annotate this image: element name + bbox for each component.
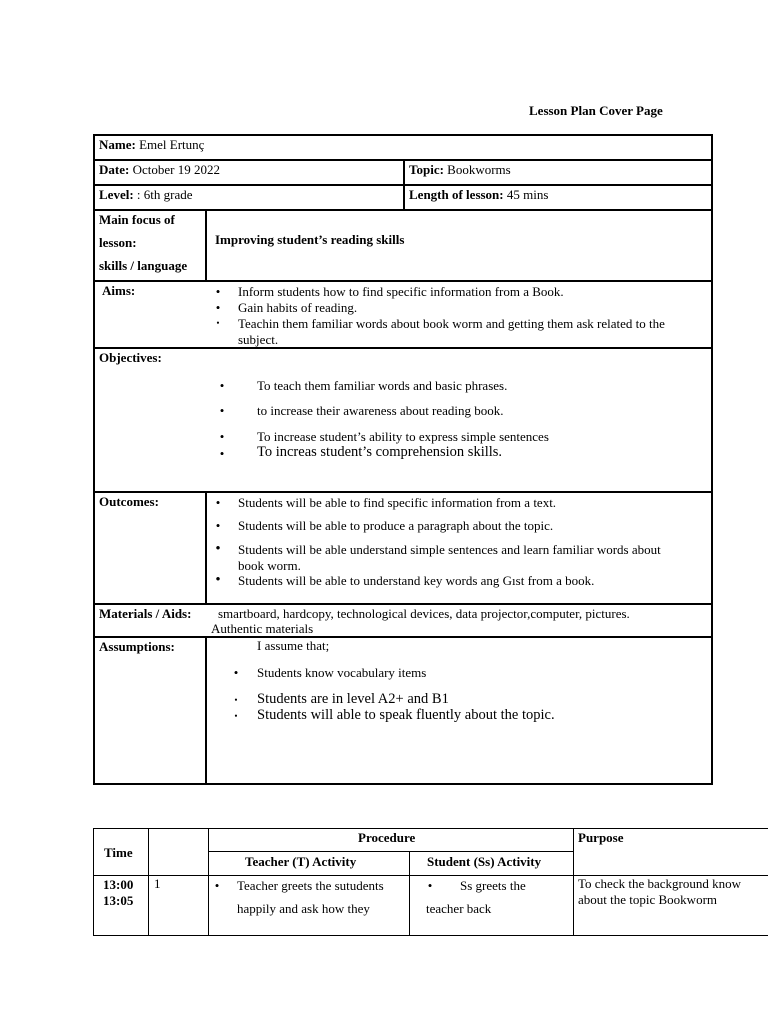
row-time-end: 13:05 [103,893,134,908]
assumptions-bullet: • [234,695,238,705]
time-header: Time [104,845,133,860]
aims-item: Gain habits of reading. [238,300,358,315]
date-label: Date: [99,162,130,177]
focus-value: Improving student’s reading skills [215,232,405,247]
teacher-bullet: • [214,878,220,893]
length-label: Length of lesson: [409,187,504,202]
objectives-item: to increase their awareness about reading book. [257,403,504,418]
purpose-line-2: about the topic Bookworm [578,892,718,907]
objectives-label: Objectives: [99,350,162,365]
level-value: : 6th grade [136,187,193,202]
name-value: Emel Ertunç [139,137,205,152]
topic-row [409,162,511,177]
purpose-line-1: To check the background know [578,876,741,891]
assumptions-item: Students will able to speak fluently about the topic. [257,707,555,723]
aims-label: Aims: [102,283,136,298]
student-line-2: teacher back [426,901,492,916]
date-value: October 19 2022 [132,162,220,177]
objectives-item: To teach them familiar words and basic phrases. [257,378,508,393]
objectives-bullet: • [219,446,225,461]
assumptions-item: Students know vocabulary items [257,665,427,680]
purpose-header: Purpose [578,830,624,845]
teacher-header: Teacher (T) Activity [245,854,357,869]
outcomes-bullet: • [215,518,221,533]
page-title: Lesson Plan Cover Page [529,103,663,118]
name-row [99,137,204,152]
row-stage: 1 [154,876,161,891]
name-label: Name: [99,137,136,152]
teacher-line-1: Teacher greets the sutudents [237,878,384,893]
topic-value: Bookworms [447,162,511,177]
aims-bullet: • [216,318,220,328]
outcomes-item: Students will be able to find specific information from a text. [238,495,557,510]
aims-item: Inform students how to find specific information from a Book. [238,284,564,299]
objectives-bullet: • [219,378,225,393]
aims-item: Teachin them familiar words about book worm and getting them ask related to the [238,316,665,331]
materials-line-2: Authentic materials [211,621,314,636]
level-label: Level: [99,187,134,202]
focus-label-1: Main focus of [99,212,175,227]
row-time-start: 13:00 [103,877,134,892]
student-bullet: • [427,878,433,893]
focus-label-2: lesson: [99,235,137,250]
outcomes-label: Outcomes: [99,494,159,509]
aims-bullet: • [215,284,221,299]
focus-label-3: skills / language [99,258,188,273]
objectives-bullet: • [219,429,225,444]
outcomes-item: Students will be able to produce a paragraph about the topic. [238,518,554,533]
materials-line-1: smartboard, hardcopy, technological devices, data projector,computer, pictures. [218,606,630,621]
objectives-item: To increas student’s comprehension skills. [257,444,503,460]
assumptions-bullet: • [233,665,239,680]
aims-item-cont: subject. [238,332,279,347]
outcomes-bullet: • [215,541,221,557]
objectives-item: To increase student’s ability to express simple sentences [257,429,549,444]
outcomes-bullet: • [215,495,221,510]
outcomes-item: Students will be able to understand key words ang Gıst from a book. [238,573,595,588]
date-row [99,162,220,177]
objectives-bullet: • [219,403,225,418]
student-line-1: Ss greets the [460,878,526,893]
aims-bullet: • [215,300,221,315]
length-row [409,187,548,202]
student-header: Student (Ss) Activity [427,854,542,869]
assumptions-label: Assumptions: [99,639,175,654]
teacher-line-2: happily and ask how they [237,901,370,916]
length-value: 45 mins [506,187,549,202]
materials-label: Materials / Aids: [99,606,192,621]
outcomes-bullet: • [215,572,221,588]
assumptions-item: Students are in level A2+ and B1 [257,691,449,707]
outcomes-item: Students will be able understand simple sentences and learn familiar words about [238,542,661,557]
level-row [99,187,193,202]
assumptions-intro: I assume that; [257,638,330,653]
procedure-header: Procedure [358,830,416,845]
outcomes-item-cont: book worm. [238,558,301,573]
assumptions-bullet: • [234,711,238,721]
topic-label: Topic: [409,162,444,177]
